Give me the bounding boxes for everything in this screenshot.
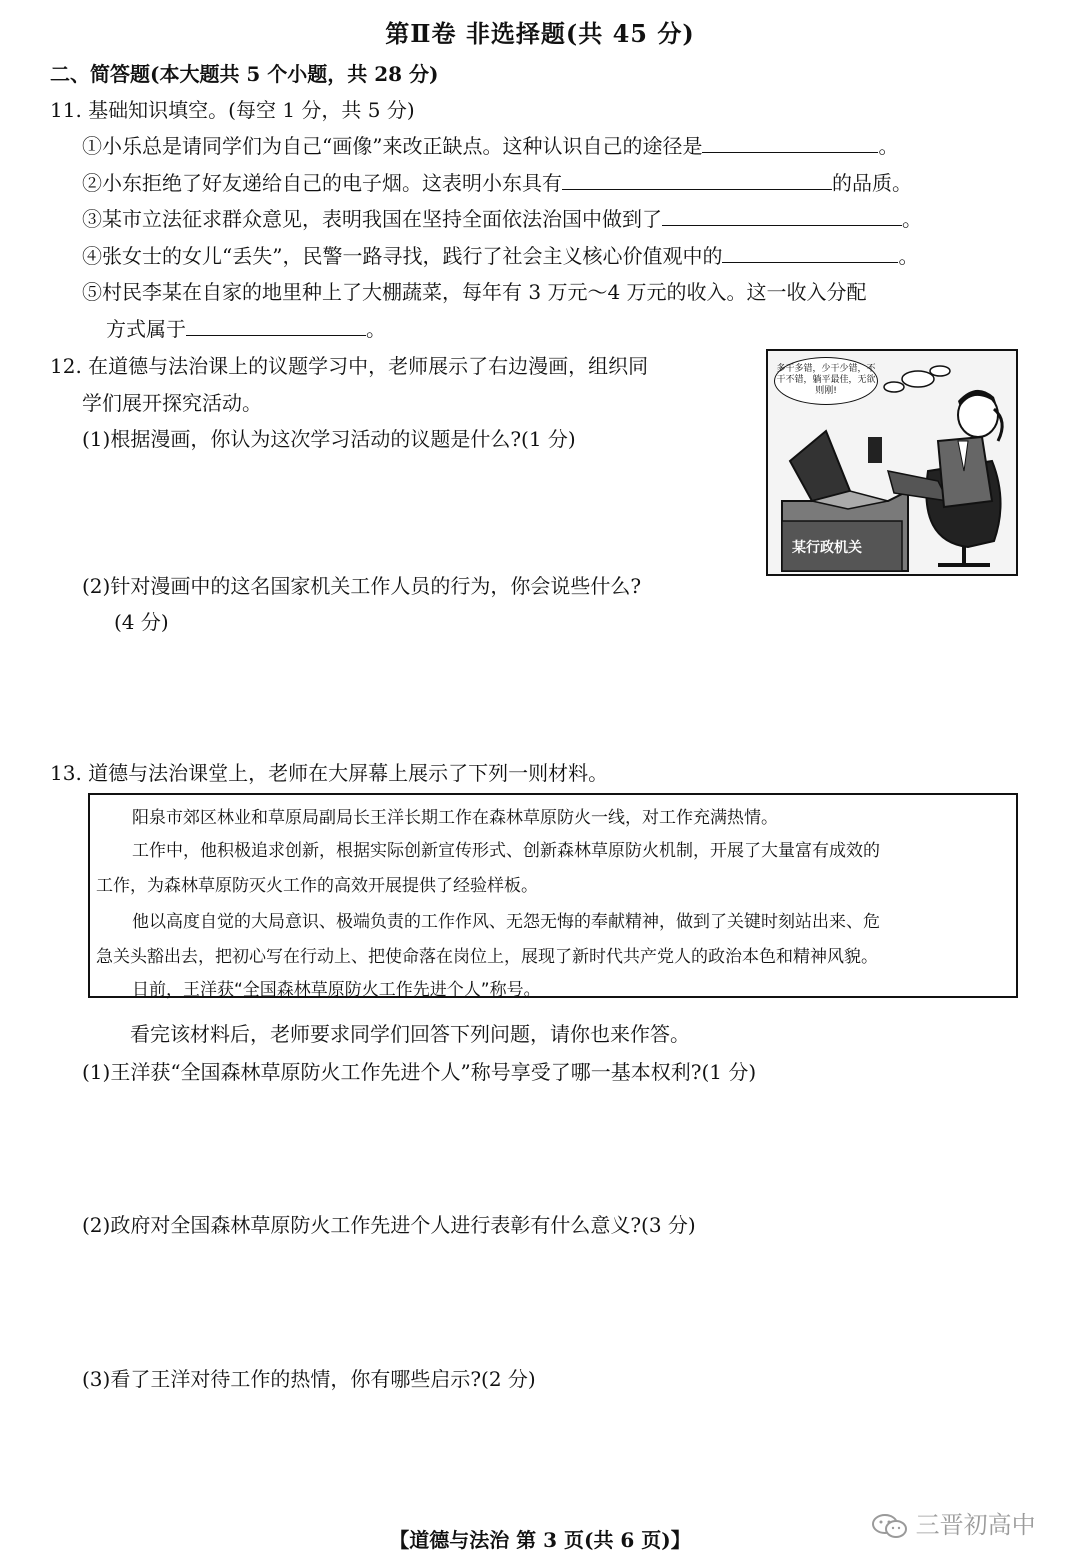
answer-blank[interactable]: [702, 132, 878, 153]
q12-stem-line1: 12. 在道德与法治课上的议题学习中，老师展示了右边漫画，组织同: [50, 354, 649, 378]
q12-sub1: (1)根据漫画，你认为这次学习活动的议题是什么?(1 分): [82, 427, 576, 451]
q11-stem: 11. 基础知识填空。(每空 1 分，共 5 分): [50, 98, 415, 122]
q12-stem-line2: 学们展开探究活动。: [82, 391, 262, 415]
material-line: 工作中，他积极追求创新，根据实际创新宣传形式、创新森林草原防火机制，开展了大量富有成效的: [132, 841, 880, 861]
answer-blank[interactable]: [722, 242, 898, 263]
q13-prompt: 看完该材料后，老师要求同学们回答下列问题，请你也来作答。: [130, 1022, 690, 1046]
answer-blank[interactable]: [186, 315, 366, 336]
q11-item-1: ①小乐总是请同学们为自己“画像”来改正缺点。这种认识自己的途径是 。: [82, 134, 899, 158]
q13-sub1: (1)王洋获“全国森林草原防火工作先进个人”称号享受了哪一基本权利?(1 分): [82, 1060, 757, 1084]
q11-item-3: ③某市立法征求群众意见，表明我国在坚持全面依法治国中做到了 。: [82, 207, 922, 231]
page-footer: 【道德与法治 第 3 页(共 6 页)】: [389, 1528, 691, 1552]
q12-sub2-line1: (2)针对漫画中的这名国家机关工作人员的行为，你会说些什么?: [82, 574, 642, 598]
short-answer-heading: 二、简答题(本大题共 5 个小题，共 28 分): [50, 62, 439, 86]
material-line: 他以高度自觉的大局意识、极端负责的工作作风、无怨无悔的奉献精神，做到了关键时刻站出来、危: [132, 912, 880, 932]
material-box: [88, 793, 1018, 998]
answer-blank[interactable]: [662, 205, 902, 226]
material-line: 急关头豁出去，把初心写在行动上、把使命落在岗位上，展现了新时代共产党人的政治本色和精神风貌。: [96, 947, 878, 967]
q11-item-4: ④张女士的女儿“丢失”，民警一路寻找，践行了社会主义核心价值观中的 。: [82, 244, 919, 268]
material-line: 日前，王洋获“全国森林草原防火工作先进个人”称号。: [132, 980, 541, 1000]
q13-stem: 13. 道德与法治课堂上，老师在大屏幕上展示了下列一则材料。: [50, 761, 609, 785]
q11-item-2: ②小东拒绝了好友递给自己的电子烟。这表明小东具有 的品质。: [82, 171, 912, 195]
speech-bubble: 多干多错，少干少错，不干不错，躺平最佳，无欲则刚!: [774, 357, 878, 405]
q13-sub3: (3)看了王洋对待工作的热情，你有哪些启示?(2 分): [82, 1367, 536, 1391]
watermark-text: 三晋初高中: [915, 1511, 1036, 1539]
desk-sign: 某行政机关: [792, 540, 862, 556]
q11-item-5: ⑤村民李某在自家的地里种上了大棚蔬菜，每年有 3 万元～4 万元的收入。这一收入分配: [82, 280, 867, 304]
material-line: 阳泉市郊区林业和草原局副局长王洋长期工作在森林草原防火一线，对工作充满热情。: [132, 808, 778, 828]
q12-sub2-line2: (4 分): [114, 610, 169, 634]
material-line: 工作，为森林草原防灭火工作的高效开展提供了经验样板。: [96, 876, 538, 896]
paper-section-title: 第Ⅱ卷 非选择题(共 45 分): [385, 19, 695, 48]
q13-sub2: (2)政府对全国森林草原防火工作先进个人进行表彰有什么意义?(3 分): [82, 1213, 696, 1237]
q11-item-5-cont: 方式属于 。: [106, 317, 386, 341]
cartoon-image: [766, 349, 1018, 576]
answer-blank[interactable]: [562, 169, 832, 190]
